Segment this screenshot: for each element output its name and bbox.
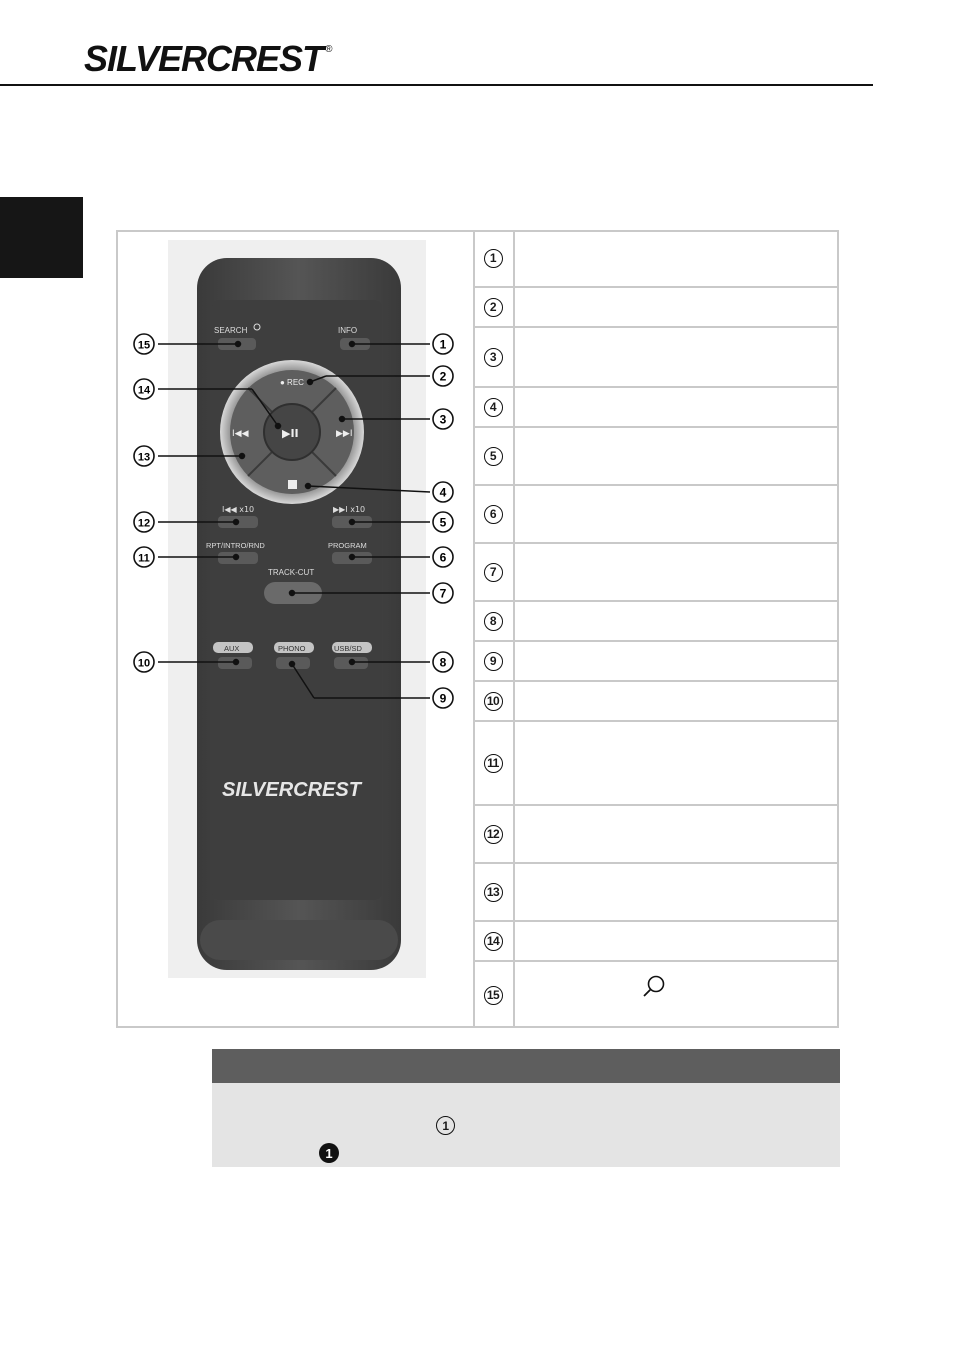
phono-label: PHONO	[278, 644, 306, 653]
legend-number: 9	[484, 652, 503, 671]
legend-number: 3	[484, 348, 503, 367]
program-label: PROGRAM	[328, 541, 367, 550]
callout-14	[134, 379, 154, 399]
legend-number: 13	[484, 883, 503, 902]
legend-number: 7	[484, 563, 503, 582]
legend-row	[473, 806, 839, 864]
note-circled-ref: 1	[436, 1116, 455, 1135]
callout-1	[433, 334, 453, 354]
legend-row	[473, 428, 839, 486]
language-tab	[0, 197, 83, 278]
remote-illustration	[116, 230, 472, 1028]
track-cut-label: TRACK-CUT	[268, 568, 315, 577]
legend-number: 10	[484, 692, 503, 711]
callout-12	[134, 512, 154, 532]
note-filled-ref: 1	[319, 1143, 339, 1163]
callout-6	[433, 547, 453, 567]
rec-label: ● REC	[280, 378, 304, 387]
svg-text:7: 7	[439, 586, 447, 601]
legend-row	[473, 230, 839, 288]
next-label: ▶▶I	[336, 429, 353, 439]
legend-row	[473, 722, 839, 806]
skip-fwd-10-label: ▶▶I x10	[333, 505, 366, 514]
callout-4	[433, 482, 453, 502]
skip-back-10-label: I◀◀ x10	[222, 505, 255, 514]
legend-row	[473, 962, 839, 1028]
prev-label: I◀◀	[232, 429, 249, 439]
legend-row	[473, 328, 839, 388]
info-label: INFO	[338, 326, 358, 335]
magnifier-icon	[641, 974, 667, 1000]
callout-11	[134, 547, 154, 567]
legend-number: 14	[484, 932, 503, 951]
svg-text:14: 14	[137, 384, 151, 397]
legend-row	[473, 288, 839, 328]
svg-text:13: 13	[137, 451, 151, 464]
svg-text:4: 4	[439, 485, 447, 500]
svg-text:6: 6	[439, 550, 447, 565]
legend-row	[473, 602, 839, 642]
note-header	[212, 1049, 840, 1083]
svg-text:5: 5	[439, 515, 447, 530]
legend-number: 4	[484, 398, 503, 417]
legend-number: 12	[484, 825, 503, 844]
usb-sd-label: USB/SD	[334, 644, 362, 653]
callout-10	[134, 652, 154, 672]
callout-15	[134, 334, 154, 354]
aux-label: AUX	[224, 644, 240, 653]
svg-text:10: 10	[137, 657, 151, 670]
play-pause-label: ▶II	[282, 427, 299, 440]
callout-5	[433, 512, 453, 532]
svg-text:9: 9	[439, 691, 447, 706]
legend-number: 2	[484, 298, 503, 317]
callout-9	[433, 688, 453, 708]
callout-13	[134, 446, 154, 466]
remote-brand-logo: SILVERCREST	[222, 779, 361, 801]
legend-row	[473, 486, 839, 544]
legend-row	[473, 864, 839, 922]
legend-number: 15	[484, 986, 503, 1005]
svg-text:3: 3	[439, 412, 447, 427]
legend-number: 5	[484, 447, 503, 466]
callout-8	[433, 652, 453, 672]
legend-row	[473, 388, 839, 428]
svg-text:8: 8	[439, 655, 447, 670]
search-label: SEARCH	[214, 326, 248, 335]
legend-number: 8	[484, 612, 503, 631]
legend-row	[473, 544, 839, 602]
svg-text:1: 1	[439, 337, 447, 352]
legend-number: 6	[484, 505, 503, 524]
legend-row	[473, 682, 839, 722]
silvercrest-logo: SILVERCREST ®	[84, 38, 332, 79]
stop-button[interactable]	[288, 480, 297, 489]
svg-text:2: 2	[439, 369, 447, 384]
callout-3	[433, 409, 453, 429]
note-body	[212, 1083, 840, 1167]
header-rule	[0, 84, 873, 86]
rpt-label: RPT/INTRO/RND	[206, 541, 265, 550]
svg-text:15: 15	[137, 339, 151, 352]
callout-7	[433, 583, 453, 603]
legend-row	[473, 922, 839, 962]
legend-number: 1	[484, 249, 503, 268]
callout-2	[433, 366, 453, 386]
svg-text:11: 11	[138, 552, 150, 565]
legend-number: 11	[484, 754, 503, 773]
legend-row	[473, 642, 839, 682]
svg-text:12: 12	[137, 517, 151, 530]
